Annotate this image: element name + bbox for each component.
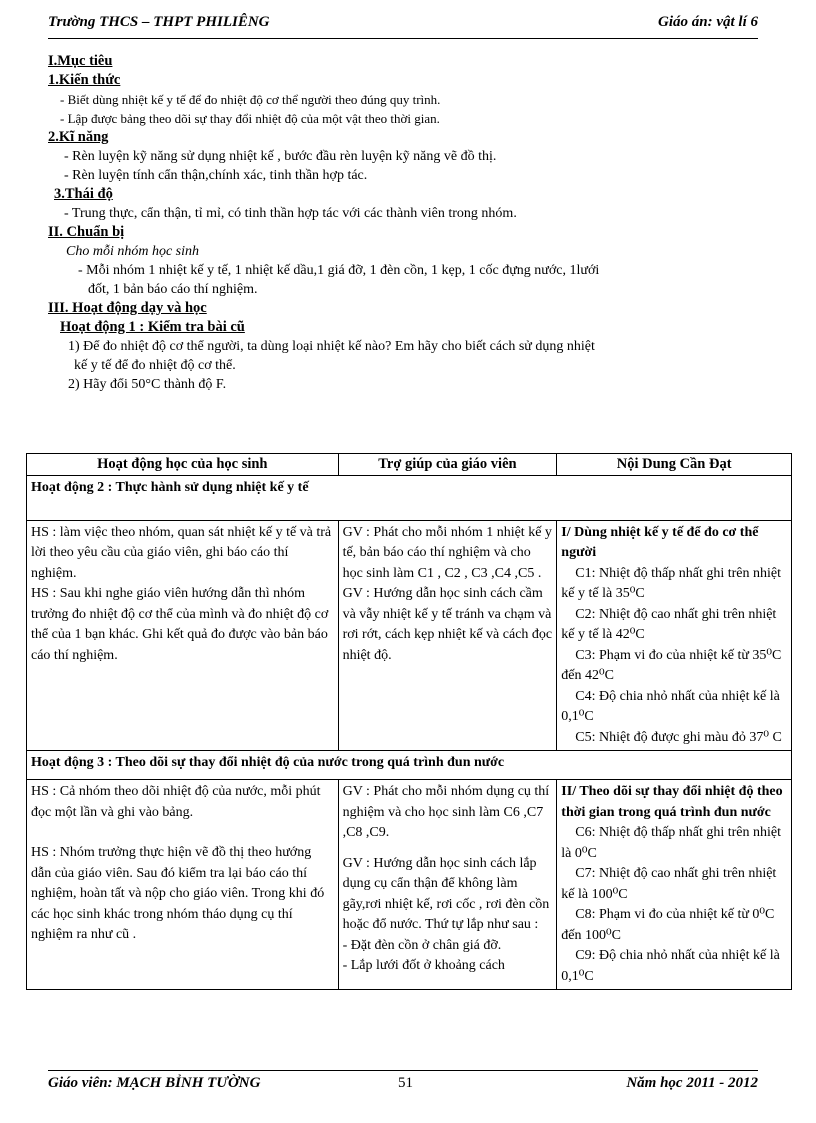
subject-label: Giáo án: vật lí 6 — [658, 14, 758, 30]
page-number: 51 — [398, 1075, 413, 1091]
kien-thuc-line: - Lập được bảng theo dõi sự thay đổi nhiệt độ của một vật theo thời gian. — [60, 111, 440, 126]
school-year: Năm học 2011 - 2012 — [626, 1075, 758, 1091]
content-item: C1: Nhiệt độ thấp nhất ghi trên nhiệt kế y tế là 35⁰C — [561, 565, 781, 601]
question-2: 2) Hãy đổi 50°C thành độ F. — [68, 377, 227, 392]
teacher-step: GV : Phát cho mỗi nhóm dụng cụ thí nghiệm và cho học sinh làm C6 ,C7 ,C8 ,C9. — [342, 784, 550, 840]
teacher-step: GV : Hướng dẫn học sinh cách lắp dụng cụ cẩn thận để không làm gãy,rơi nhiệt kế, rơi cốc , rơi đèn cồn hoặc đổ nước. Thứ tự lắp như sau : — [342, 855, 550, 932]
chuan-bi-subheading: Cho mỗi nhóm học sinh — [66, 244, 199, 259]
student-activity-cell: HS : làm việc theo nhóm, quan sát nhiệt kế y tế và trả lời theo yêu cầu của giáo viên, ghi báo cáo thí nghiệm. HS : Sau khi nghe giáo viên hướng dẫn thì nhóm trưởng đo nhiệt độ cơ thể của mình và đo nhiệt độ cơ thể của 1 bạn khác. Ghi kết quả đo được vào bản báo cáo thí nghiệm. — [27, 520, 339, 751]
table-section-row — [27, 475, 792, 520]
heading-kien-thuc: 1.Kiến thức — [48, 72, 121, 88]
thai-do-line: - Trung thực, cẩn thận, tỉ mỉ, có tinh thần hợp tác với các thành viên trong nhóm. — [64, 206, 517, 221]
table-row — [27, 520, 792, 751]
content-title: II/ Theo dõi sự thay đổi nhiệt độ theo thời gian trong quá trình đun nước — [561, 784, 783, 820]
ki-nang-line: - Rèn luyện kỹ năng sử dụng nhiệt kế , bước đầu rèn luyện kỹ năng vẽ đồ thị. — [64, 149, 497, 164]
question-1-cont: kế y tế để đo nhiệt độ cơ thể. — [74, 358, 236, 373]
lesson-intro — [48, 52, 760, 394]
page-footer — [48, 1070, 758, 1097]
teacher-step: - Lắp lưới đốt ở khoảng cách — [342, 958, 505, 973]
chuan-bi-line: đốt, 1 bản báo cáo thí nghiệm. — [88, 282, 258, 297]
content-title: I/ Dùng nhiệt kế y tế để đo cơ thể người — [561, 524, 759, 560]
activity-2-title: Hoạt động 2 : Thực hành sử dụng nhiệt kế y tế — [27, 475, 792, 520]
table-header-row — [27, 454, 792, 476]
table-section-row — [27, 751, 792, 780]
student-step: HS : Nhóm trưởng thực hiện vẽ đồ thị theo hướng dẫn của giáo viên. Sau đó kiểm tra lại báo cáo thí nghiệm, hoàn tất và nộp cho giáo viên. Trong khi đó các học sinh khác trong nhóm tháo dụng cụ thí nghiệm ra như cũ . — [31, 845, 325, 942]
table-row — [27, 780, 792, 990]
content-item: C6: Nhiệt độ thấp nhất ghi trên nhiệt là 0⁰C — [561, 825, 781, 861]
teacher-step: - Đặt đèn cồn ở chân giá đỡ. — [342, 937, 502, 953]
heading-muc-tieu: I.Mục tiêu — [48, 53, 113, 69]
heading-ki-nang: 2.Kĩ năng — [48, 129, 109, 145]
content-item: C8: Phạm vi đo của nhiệt kế từ 0⁰C đến 100⁰C — [561, 907, 775, 943]
kien-thuc-line: - Biết dùng nhiệt kế y tế để đo nhiệt độ cơ thể người theo đúng quy trình. — [60, 92, 441, 107]
activity-3-title: Hoạt động 3 : Theo dõi sự thay đổi nhiệt độ của nước trong quá trình đun nước — [27, 751, 792, 780]
teacher-support-cell: GV : Phát cho mỗi nhóm 1 nhiệt kế y tế, bản báo cáo thí nghiệm và cho học sinh làm C1 , C2 , C3 ,C4 ,C5 . GV : Hướng dẫn học sinh cách cầm và vẫy nhiệt kế y tế tránh va chạm và rơi rớt, cách kẹp nhiệt kế và cách đọc nhiệt độ. — [338, 520, 557, 751]
teacher-support-cell — [338, 780, 557, 990]
page-header — [48, 12, 758, 39]
question-1: 1) Để đo nhiệt độ cơ thể người, ta dùng loại nhiệt kế nào? Em hãy cho biết cách sử dụng nhiệt — [68, 339, 595, 354]
col-header-content: Nội Dung Cần Đạt — [557, 454, 792, 476]
content-item: C2: Nhiệt độ cao nhất ghi trên nhiệt kế y tế là 42⁰C — [561, 606, 777, 642]
content-item: C5: Nhiệt độ được ghi màu đỏ 37⁰ C — [575, 729, 782, 745]
heading-chuan-bi: II. Chuẩn bị — [48, 224, 125, 240]
school-name: Trường THCS – THPT PHILIÊNG — [48, 14, 270, 30]
ki-nang-line: - Rèn luyện tính cẩn thận,chính xác, tinh thần hợp tác. — [64, 168, 368, 183]
content-item: C4: Độ chia nhỏ nhất của nhiệt kế là 0,1⁰C — [561, 688, 780, 724]
student-step: HS : Cả nhóm theo dõi nhiệt độ của nước, mỗi phút đọc một lần và ghi vào bảng. — [31, 784, 321, 820]
activity-table — [26, 453, 792, 990]
content-item: C3: Phạm vi đo của nhiệt kế từ 35⁰C đến 42⁰C — [561, 647, 782, 683]
content-item: C9: Độ chia nhỏ nhất của nhiệt kế là 0,1⁰C — [561, 948, 780, 984]
heading-hoat-dong: III. Hoạt động dạy và học — [48, 300, 207, 316]
chuan-bi-line: - Mỗi nhóm 1 nhiệt kế y tế, 1 nhiệt kế dầu,1 giá đỡ, 1 đèn cồn, 1 kẹp, 1 cốc đựng nước, 1lưới — [78, 263, 600, 278]
col-header-teacher: Trợ giúp của giáo viên — [338, 454, 557, 476]
content-cell — [557, 780, 792, 990]
content-cell — [557, 520, 792, 751]
heading-thai-do: 3.Thái độ — [54, 186, 113, 202]
teacher-name: Giáo viên: MẠCH BỈNH TƯỜNG — [48, 1075, 261, 1091]
student-activity-cell — [27, 780, 339, 990]
content-item: C7: Nhiệt độ cao nhất ghi trên nhiệt kế là 100⁰C — [561, 866, 777, 902]
col-header-students: Hoạt động học của học sinh — [27, 454, 339, 476]
heading-hoat-dong-1: Hoạt động 1 : Kiểm tra bài cũ — [60, 319, 245, 335]
